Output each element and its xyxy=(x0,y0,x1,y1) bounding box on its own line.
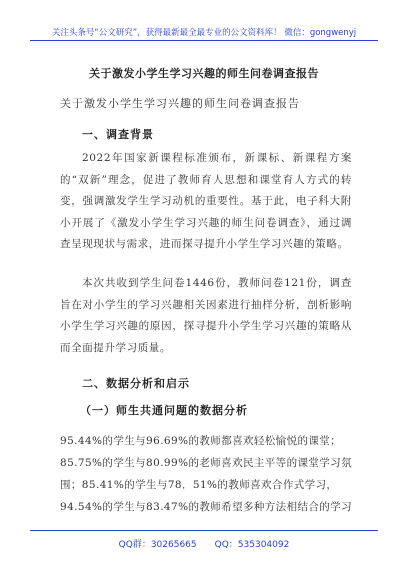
header-notice: 关注头条号“公文研究”，获得最新最全最专业的公文资料库！ 微信：gongwenyj xyxy=(51,28,357,38)
header-divider xyxy=(30,40,378,41)
section-heading-analysis: 二、数据分析和启示 xyxy=(82,377,190,390)
stat-line-2: 85.75%的学生与80.99%的老师喜欢民主平等的课堂学习氛 xyxy=(60,457,352,469)
stat-line-1: 95.44%的学生与96.69%的教师都喜欢轻松愉悦的课堂； xyxy=(60,435,342,447)
stat-line-4: 94.54%的学生与83.47%的教师希望多种方法相结合的学习 xyxy=(60,501,352,513)
document-subtitle: 关于激发小学生学习兴趣的师生问卷调查报告 xyxy=(60,97,300,110)
paragraph-background-1: 2022年国家新课程标准颁布，新课标、新课程方案的“双新”理念，促进了教师育人思想和课堂育人方式的转变，强调激发学生学习动机的重要性。基于此，电子科大附小开展了《激发小学生学习兴趣的师生问卷调查》，通过调查呈现现状与需求，进而探寻提升小学生学习兴趣的策略。 xyxy=(60,152,352,251)
stat-line-3: 围；85.41%的学生与78．51%的教师喜欢合作式学习， xyxy=(60,479,338,491)
section-heading-background: 一、调查背景 xyxy=(82,128,154,141)
footer-contact: QQ群：30265665 QQ：535304092 xyxy=(118,540,290,550)
footer-divider xyxy=(30,530,378,531)
paragraph-background-2: 本次共收到学生问卷1446份，教师问卷121份，调查旨在对小学生的学习兴趣相关因素进行抽样分析，剖析影响小学生学习兴趣的原因，探寻提升小学生学习兴趣的策略从而全面提升学习质量。 xyxy=(60,277,352,354)
document-title: 关于激发小学生学习兴趣的师生问卷调查报告 xyxy=(89,67,319,80)
subsection-heading-common-issues: （一）师生共通问题的数据分析 xyxy=(80,404,248,417)
